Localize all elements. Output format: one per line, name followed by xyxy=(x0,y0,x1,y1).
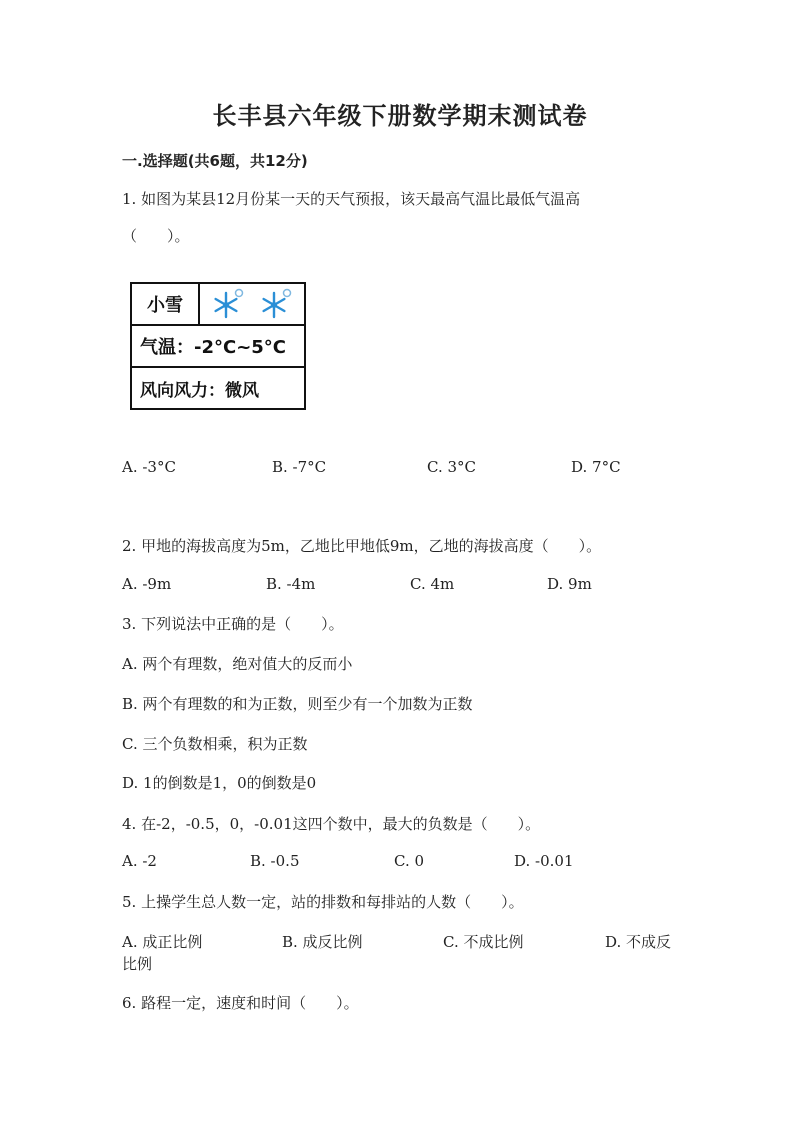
question-5-option-d-cont: 比例 xyxy=(122,955,153,973)
question-2-option-c: C. 4m xyxy=(410,575,455,593)
question-4-option-c: C. 0 xyxy=(394,852,425,870)
question-3-option-b: B. 两个有理数的和为正数，则至少有一个加数为正数 xyxy=(122,695,473,713)
question-5-option-c: C. 不成比例 xyxy=(443,933,524,951)
question-5-stem: 5. 上操学生总人数一定，站的排数和每排站的人数（ ）。 xyxy=(122,893,524,911)
snowflake-icon xyxy=(211,287,245,321)
weather-row-temp xyxy=(132,326,304,368)
question-4-stem: 4. 在-2，-0.5，0，-0.01这四个数中，最大的负数是（ ）。 xyxy=(122,815,541,833)
snowflake-icon xyxy=(259,287,293,321)
question-1-option-a: A. -3°C xyxy=(122,458,176,476)
weather-temperature: 气温：-2°C~5°C xyxy=(140,337,287,358)
question-3-option-c: C. 三个负数相乘，积为正数 xyxy=(122,735,308,753)
question-4-option-d: D. -0.01 xyxy=(514,852,574,870)
question-5-option-b: B. 成反比例 xyxy=(282,933,363,951)
question-4-option-b: B. -0.5 xyxy=(250,852,300,870)
question-1-stem: 1. 如图为某县12月份某一天的天气预报，该天最高气温比最低气温高 xyxy=(122,190,581,208)
question-5-option-a: A. 成正比例 xyxy=(122,933,203,951)
weather-row-condition xyxy=(132,284,304,326)
section-heading: 一.选择题(共6题，共12分) xyxy=(122,152,308,170)
question-1-option-c: C. 3°C xyxy=(427,458,476,476)
weather-row-wind xyxy=(132,368,304,408)
question-2-stem: 2. 甲地的海拔高度为5m，乙地比甲地低9m，乙地的海拔高度（ ）。 xyxy=(122,537,602,555)
question-1-option-d: D. 7°C xyxy=(571,458,621,476)
weather-wind: 风向风力：微风 xyxy=(140,380,259,401)
question-2-option-a: A. -9m xyxy=(122,575,172,593)
question-1-stem-cont: （ ）。 xyxy=(122,227,190,245)
question-3-option-a: A. 两个有理数，绝对值大的反而小 xyxy=(122,655,353,673)
weather-forecast-card xyxy=(130,282,306,410)
question-1-option-b: B. -7°C xyxy=(272,458,327,476)
exam-title: 长丰县六年级下册数学期末测试卷 xyxy=(212,102,588,130)
question-5-option-d: D. 不成反 xyxy=(605,933,672,951)
question-2-option-b: B. -4m xyxy=(266,575,316,593)
question-3-option-d: D. 1的倒数是1，0的倒数是0 xyxy=(122,774,317,792)
question-3-stem: 3. 下列说法中正确的是（ ）。 xyxy=(122,615,344,633)
question-2-option-d: D. 9m xyxy=(547,575,592,593)
question-4-option-a: A. -2 xyxy=(122,852,157,870)
weather-condition: 小雪 xyxy=(132,284,200,324)
question-6-stem: 6. 路程一定，速度和时间（ ）。 xyxy=(122,994,359,1012)
